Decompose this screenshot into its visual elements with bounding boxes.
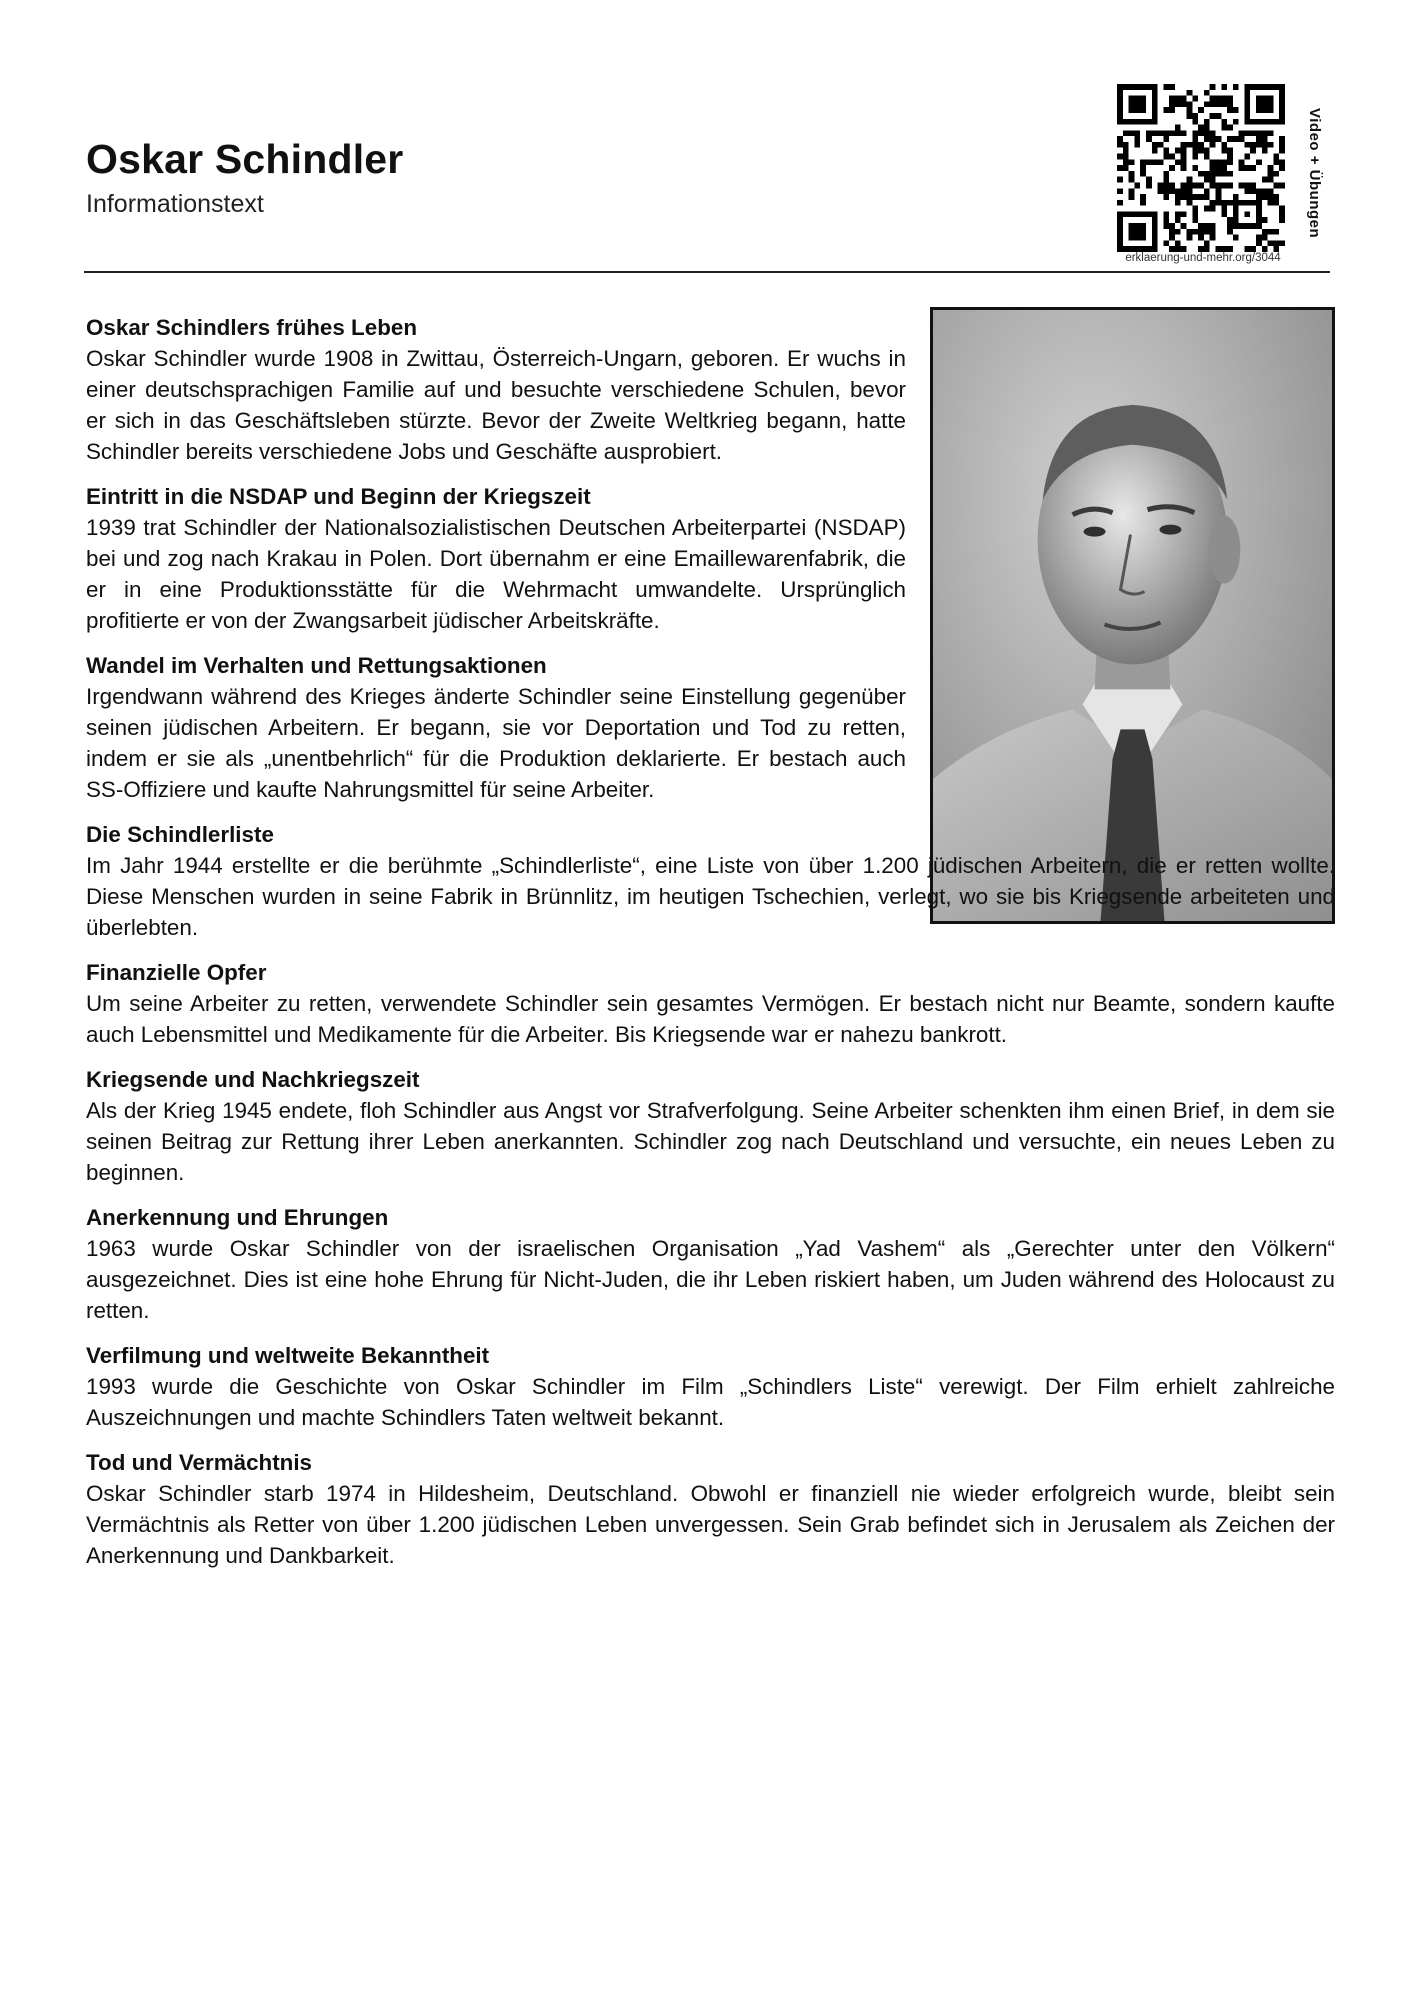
section-9: [86, 1447, 1335, 1571]
section-3: [86, 650, 906, 805]
section-text: 1939 trat Schindler der Nationalsozialistischen Deutschen Arbeiterpartei (NSDAP) bei und zog nach Krakau in Polen. Dort übernahm er eine Emaillewarenfabrik, die er in eine Produktionsstätte für die Wehrmacht umwandelte. Ursprünglich profitierte er von der Zwangsarbeit jüdischer Arbeitskräfte.: [86, 515, 906, 633]
section-text: Im Jahr 1944 erstellte er die berühmte „Schindlerliste“, eine Liste von über 1.200 jüdischen Arbeitern, die er retten wollte. Diese Menschen wurden in seine Fabrik in Brünnlitz, im heutigen Tschechien, verlegt, wo sie bis Kriegsende arbeiteten und überlebten.: [86, 853, 1335, 940]
section-6: [86, 1064, 1335, 1188]
section-5: [86, 957, 1335, 1050]
qr-side-label: Video + Übungen: [1306, 108, 1323, 239]
section-8: [86, 1340, 1335, 1433]
page-title: Oskar Schindler: [86, 136, 404, 182]
section-text: Als der Krieg 1945 endete, floh Schindler aus Angst vor Strafverfolgung. Seine Arbeiter schenkten ihm einen Brief, in dem sie seinen Beitrag zur Rettung ihrer Leben anerkannten. Schindler zog nach Deutschland und versuchte, ein neues Leben zu beginnen.: [86, 1098, 1335, 1185]
section-heading: Verfilmung und weltweite Bekanntheit: [86, 1343, 490, 1368]
section-heading: Oskar Schindlers frühes Leben: [86, 315, 417, 340]
section-heading: Kriegsende und Nachkriegszeit: [86, 1067, 420, 1092]
section-heading: Finanzielle Opfer: [86, 960, 267, 985]
section-2: [86, 481, 906, 636]
section-4: [86, 819, 1335, 943]
section-heading: Anerkennung und Ehrungen: [86, 1205, 389, 1230]
qr-code-icon: [1113, 84, 1289, 252]
qr-code-block[interactable]: [1113, 84, 1293, 270]
section-heading: Tod und Vermächtnis: [86, 1450, 313, 1475]
section-7: [86, 1202, 1335, 1326]
page-subtitle: Informationstext: [86, 190, 264, 218]
section-text: 1993 wurde die Geschichte von Oskar Schindler im Film „Schindlers Liste“ verewigt. Der Film erhielt zahlreiche Auszeichnungen und machte Schindlers Taten weltweit bekannt.: [86, 1374, 1335, 1430]
article-body: [86, 312, 1335, 1585]
header-divider: [84, 271, 1330, 273]
section-heading: Eintritt in die NSDAP und Beginn der Kriegszeit: [86, 484, 591, 509]
section-1: [86, 312, 906, 467]
section-text: Um seine Arbeiter zu retten, verwendete Schindler sein gesamtes Vermögen. Er bestach nicht nur Beamte, sondern kaufte auch Lebensmittel und Medikamente für die Arbeiter. Bis Kriegsende war er nahezu bankrott.: [86, 991, 1335, 1047]
section-text: Oskar Schindler starb 1974 in Hildesheim, Deutschland. Obwohl er finanziell nie wieder erfolgreich wurde, bleibt sein Vermächtnis als Retter von über 1.200 jüdischen Leben unvergessen. Sein Grab befindet sich in Jerusalem als Zeichen der Anerkennung und Dankbarkeit.: [86, 1481, 1335, 1568]
qr-url-label[interactable]: erklaerung-und-mehr.org/3044: [1125, 252, 1281, 264]
section-heading: Die Schindlerliste: [86, 822, 274, 847]
section-text: Irgendwann während des Krieges änderte Schindler seine Einstellung gegenüber seinen jüdischen Arbeitern. Er begann, sie vor Deportation und Tod zu retten, indem er sie als „unentbehrlich“ für die Produktion deklarierte. Er bestach auch SS-Offiziere und kaufte Nahrungsmittel für seine Arbeiter.: [86, 684, 906, 802]
section-heading: Wandel im Verhalten und Rettungsaktionen: [86, 653, 547, 678]
section-text: 1963 wurde Oskar Schindler von der israelischen Organisation „Yad Vashem“ als „Gerechter unter den Völkern“ ausgezeichnet. Dies ist eine hohe Ehrung für Nicht-Juden, die ihr Leben riskiert haben, um Juden während des Holocaust zu retten.: [86, 1236, 1335, 1323]
section-text: Oskar Schindler wurde 1908 in Zwittau, Österreich-Ungarn, geboren. Er wuchs in einer deutschsprachigen Familie auf und besuchte verschiedene Schulen, bevor er sich in das Geschäftsleben stürzte. Bevor der Zweite Weltkrieg begann, hatte Schindler bereits verschiedene Jobs und Geschäfte ausprobiert.: [86, 346, 906, 464]
